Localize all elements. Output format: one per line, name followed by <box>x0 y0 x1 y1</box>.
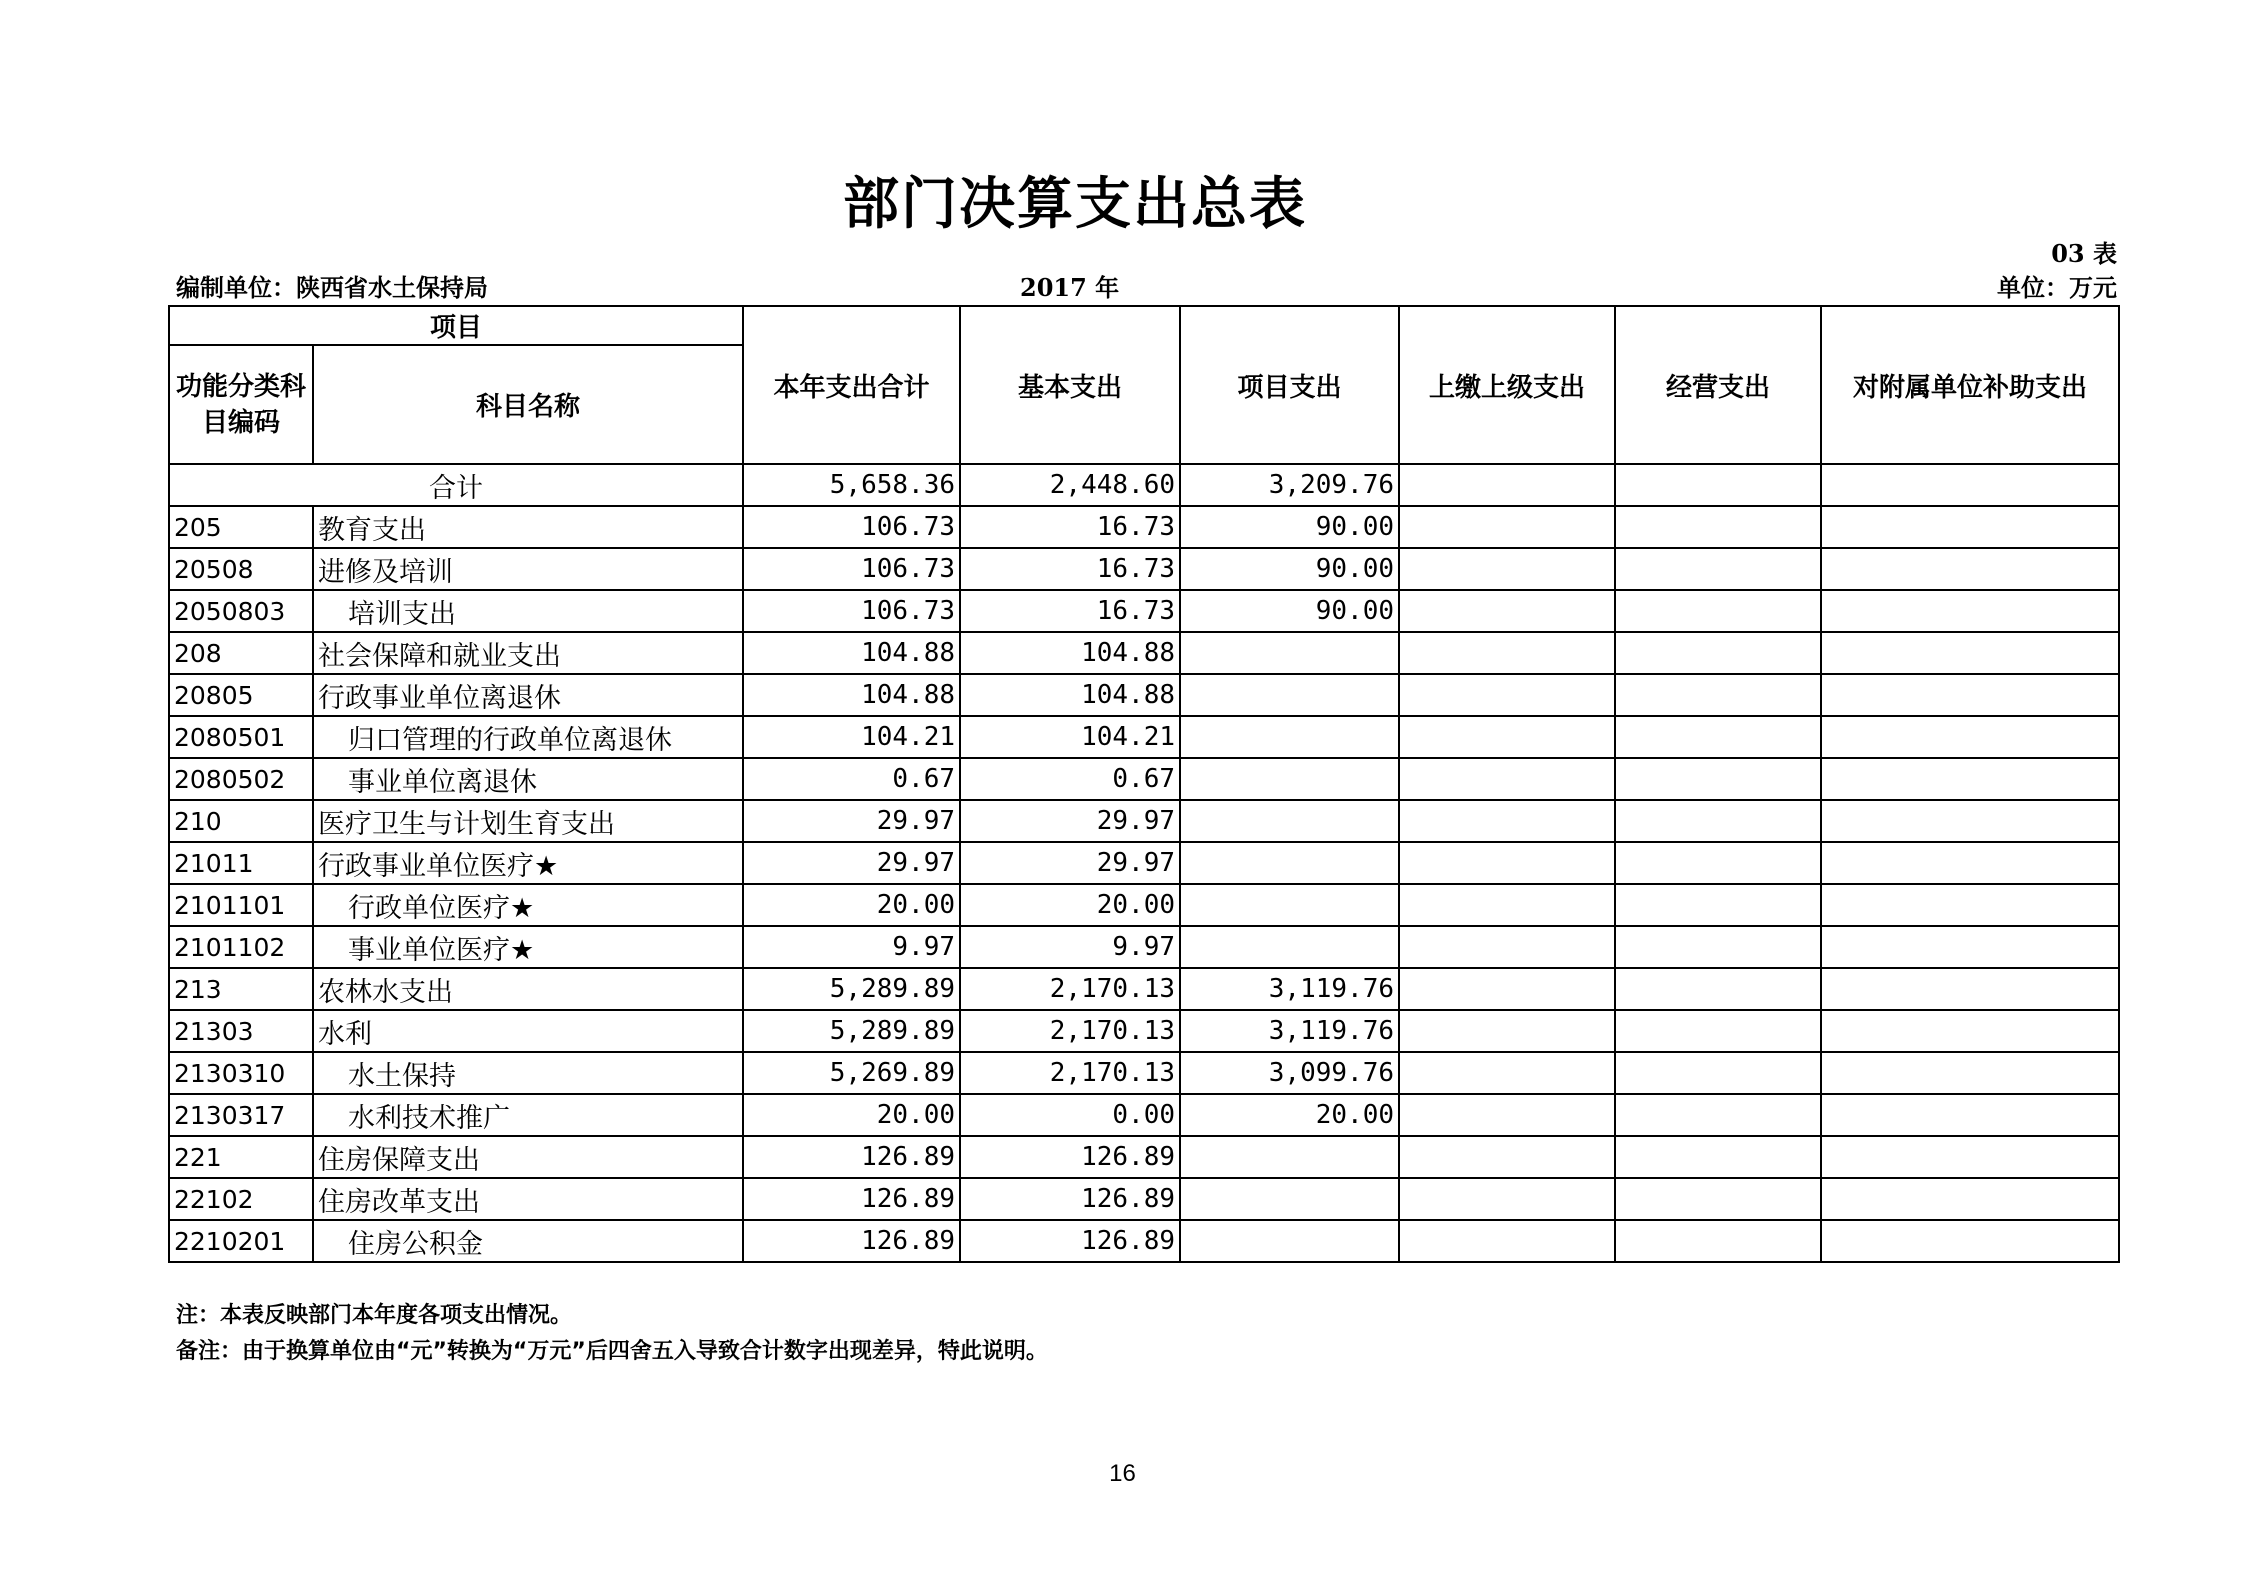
header-total: 本年支出合计 <box>743 306 960 464</box>
row-total: 106.73 <box>743 506 960 548</box>
row-project <box>1180 716 1399 758</box>
row-project <box>1180 674 1399 716</box>
row-business <box>1615 506 1821 548</box>
row-name: 事业单位医疗★ <box>313 926 743 968</box>
row-code: 221 <box>169 1136 313 1178</box>
row-basic: 20.00 <box>960 884 1180 926</box>
row-business <box>1615 1010 1821 1052</box>
row-name: 住房保障支出 <box>313 1136 743 1178</box>
row-project <box>1180 800 1399 842</box>
row-project <box>1180 842 1399 884</box>
row-total: 106.73 <box>743 548 960 590</box>
header-name: 科目名称 <box>313 345 743 464</box>
row-name: 归口管理的行政单位离退休 <box>313 716 743 758</box>
row-subsidy <box>1821 1136 2119 1178</box>
row-code: 2080501 <box>169 716 313 758</box>
row-subsidy <box>1821 926 2119 968</box>
row-basic: 16.73 <box>960 590 1180 632</box>
row-basic: 2,170.13 <box>960 1052 1180 1094</box>
row-name: 行政事业单位离退休 <box>313 674 743 716</box>
table-row <box>169 758 2119 800</box>
row-total: 104.21 <box>743 716 960 758</box>
row-business <box>1615 1136 1821 1178</box>
row-project <box>1180 632 1399 674</box>
note-1: 注：本表反映部门本年度各项支出情况。 <box>176 1303 573 1328</box>
row-subsidy <box>1821 842 2119 884</box>
row-project: 90.00 <box>1180 590 1399 632</box>
row-subsidy <box>1821 1010 2119 1052</box>
table-row <box>169 1178 2119 1220</box>
row-basic: 2,170.13 <box>960 968 1180 1010</box>
row-business <box>1615 590 1821 632</box>
row-total: 104.88 <box>743 632 960 674</box>
total-total: 5,658.36 <box>743 464 960 506</box>
total-row <box>169 464 2119 506</box>
header-project: 项目支出 <box>1180 306 1399 464</box>
currency-unit: 单位：万元 <box>1997 273 2117 302</box>
row-project: 3,119.76 <box>1180 1010 1399 1052</box>
row-code: 210 <box>169 800 313 842</box>
row-basic: 104.88 <box>960 674 1180 716</box>
row-subsidy <box>1821 632 2119 674</box>
row-total: 126.89 <box>743 1136 960 1178</box>
row-subsidy <box>1821 1094 2119 1136</box>
table-row <box>169 1010 2119 1052</box>
row-upper <box>1399 716 1615 758</box>
row-code: 22102 <box>169 1178 313 1220</box>
row-business <box>1615 1094 1821 1136</box>
row-subsidy <box>1821 506 2119 548</box>
row-subsidy <box>1821 968 2119 1010</box>
row-total: 0.67 <box>743 758 960 800</box>
row-project: 20.00 <box>1180 1094 1399 1136</box>
row-name: 医疗卫生与计划生育支出 <box>313 800 743 842</box>
row-business <box>1615 1178 1821 1220</box>
table-row <box>169 590 2119 632</box>
compiling-unit: 编制单位：陕西省水土保持局 <box>176 273 488 302</box>
notes <box>176 1298 1048 1370</box>
table-row <box>169 1136 2119 1178</box>
total-label: 合计 <box>169 464 743 506</box>
row-subsidy <box>1821 1052 2119 1094</box>
total-project: 3,209.76 <box>1180 464 1399 506</box>
row-upper <box>1399 632 1615 674</box>
row-name: 培训支出 <box>313 590 743 632</box>
row-name: 住房公积金 <box>313 1220 743 1262</box>
row-total: 29.97 <box>743 842 960 884</box>
row-business <box>1615 1052 1821 1094</box>
row-project: 3,099.76 <box>1180 1052 1399 1094</box>
table-row <box>169 548 2119 590</box>
row-project: 90.00 <box>1180 548 1399 590</box>
row-project <box>1180 884 1399 926</box>
row-subsidy <box>1821 1220 2119 1262</box>
row-total: 5,289.89 <box>743 968 960 1010</box>
row-name: 农林水支出 <box>313 968 743 1010</box>
page-title: 部门决算支出总表 <box>843 172 1307 237</box>
table-row <box>169 968 2119 1010</box>
table-row <box>169 674 2119 716</box>
row-upper <box>1399 1010 1615 1052</box>
row-total: 126.89 <box>743 1220 960 1262</box>
row-upper <box>1399 590 1615 632</box>
row-upper <box>1399 1136 1615 1178</box>
row-code: 20508 <box>169 548 313 590</box>
row-total: 29.97 <box>743 800 960 842</box>
row-basic: 29.97 <box>960 800 1180 842</box>
row-name: 社会保障和就业支出 <box>313 632 743 674</box>
row-name: 水土保持 <box>313 1052 743 1094</box>
row-basic: 0.67 <box>960 758 1180 800</box>
row-business <box>1615 1220 1821 1262</box>
table-row <box>169 1052 2119 1094</box>
total-business <box>1615 464 1821 506</box>
table-row <box>169 842 2119 884</box>
row-subsidy <box>1821 548 2119 590</box>
row-name: 教育支出 <box>313 506 743 548</box>
row-total: 20.00 <box>743 884 960 926</box>
row-project <box>1180 926 1399 968</box>
row-business <box>1615 926 1821 968</box>
row-code: 2130317 <box>169 1094 313 1136</box>
row-basic: 126.89 <box>960 1136 1180 1178</box>
row-upper <box>1399 842 1615 884</box>
row-business <box>1615 758 1821 800</box>
row-total: 9.97 <box>743 926 960 968</box>
row-upper <box>1399 674 1615 716</box>
table-row <box>169 716 2119 758</box>
expenditure-table <box>168 305 2120 1263</box>
row-total: 5,289.89 <box>743 1010 960 1052</box>
total-basic: 2,448.60 <box>960 464 1180 506</box>
row-business <box>1615 842 1821 884</box>
row-basic: 16.73 <box>960 506 1180 548</box>
row-project <box>1180 1178 1399 1220</box>
row-business <box>1615 884 1821 926</box>
total-upper <box>1399 464 1615 506</box>
header-basic: 基本支出 <box>960 306 1180 464</box>
row-code: 2101102 <box>169 926 313 968</box>
row-subsidy <box>1821 800 2119 842</box>
row-code: 21011 <box>169 842 313 884</box>
row-upper <box>1399 1178 1615 1220</box>
row-code: 2101101 <box>169 884 313 926</box>
form-number: 03 表 <box>2051 239 2117 268</box>
row-business <box>1615 674 1821 716</box>
row-subsidy <box>1821 884 2119 926</box>
row-business <box>1615 548 1821 590</box>
fiscal-year: 2017 年 <box>1020 273 1120 302</box>
row-code: 2130310 <box>169 1052 313 1094</box>
row-code: 2050803 <box>169 590 313 632</box>
row-code: 21303 <box>169 1010 313 1052</box>
row-basic: 9.97 <box>960 926 1180 968</box>
row-subsidy <box>1821 590 2119 632</box>
header-business: 经营支出 <box>1615 306 1821 464</box>
row-total: 5,269.89 <box>743 1052 960 1094</box>
row-upper <box>1399 884 1615 926</box>
table-row <box>169 926 2119 968</box>
row-project: 90.00 <box>1180 506 1399 548</box>
row-subsidy <box>1821 674 2119 716</box>
row-business <box>1615 716 1821 758</box>
row-basic: 126.89 <box>960 1178 1180 1220</box>
row-upper <box>1399 758 1615 800</box>
row-name: 住房改革支出 <box>313 1178 743 1220</box>
row-business <box>1615 968 1821 1010</box>
row-code: 213 <box>169 968 313 1010</box>
row-business <box>1615 632 1821 674</box>
row-upper <box>1399 800 1615 842</box>
row-code: 208 <box>169 632 313 674</box>
table-row <box>169 1220 2119 1262</box>
row-business <box>1615 800 1821 842</box>
row-upper <box>1399 1220 1615 1262</box>
row-code: 205 <box>169 506 313 548</box>
row-name: 行政事业单位医疗★ <box>313 842 743 884</box>
row-code: 2080502 <box>169 758 313 800</box>
row-subsidy <box>1821 1178 2119 1220</box>
page-number: 16 <box>1109 1460 1136 1487</box>
table-row <box>169 1094 2119 1136</box>
table-row <box>169 632 2119 674</box>
row-code: 20805 <box>169 674 313 716</box>
row-total: 20.00 <box>743 1094 960 1136</box>
row-project <box>1180 758 1399 800</box>
row-upper <box>1399 1094 1615 1136</box>
row-basic: 104.88 <box>960 632 1180 674</box>
row-code: 2210201 <box>169 1220 313 1262</box>
header-code <box>169 345 313 464</box>
header-subsidy: 对附属单位补助支出 <box>1821 306 2119 464</box>
header-item: 项目 <box>169 306 743 345</box>
row-basic: 2,170.13 <box>960 1010 1180 1052</box>
row-upper <box>1399 506 1615 548</box>
row-basic: 126.89 <box>960 1220 1180 1262</box>
row-total: 104.88 <box>743 674 960 716</box>
row-upper <box>1399 548 1615 590</box>
row-name: 水利 <box>313 1010 743 1052</box>
row-name: 水利技术推广 <box>313 1094 743 1136</box>
row-upper <box>1399 968 1615 1010</box>
row-name: 行政单位医疗★ <box>313 884 743 926</box>
total-subsidy <box>1821 464 2119 506</box>
row-subsidy <box>1821 758 2119 800</box>
row-upper <box>1399 1052 1615 1094</box>
table-row <box>169 800 2119 842</box>
row-basic: 29.97 <box>960 842 1180 884</box>
header-code-text: 功能分类科目编码 <box>175 371 306 438</box>
row-name: 事业单位离退休 <box>313 758 743 800</box>
row-upper <box>1399 926 1615 968</box>
table-row <box>169 884 2119 926</box>
table-row <box>169 506 2119 548</box>
header-upper: 上缴上级支出 <box>1399 306 1615 464</box>
row-project: 3,119.76 <box>1180 968 1399 1010</box>
row-subsidy <box>1821 716 2119 758</box>
row-project <box>1180 1220 1399 1262</box>
row-project <box>1180 1136 1399 1178</box>
row-basic: 104.21 <box>960 716 1180 758</box>
row-name: 进修及培训 <box>313 548 743 590</box>
row-basic: 0.00 <box>960 1094 1180 1136</box>
row-basic: 16.73 <box>960 548 1180 590</box>
row-total: 106.73 <box>743 590 960 632</box>
row-total: 126.89 <box>743 1178 960 1220</box>
note-2: 备注：由于换算单位由“元”转换为“万元”后四舍五入导致合计数字出现差异，特此说明。 <box>176 1339 1048 1364</box>
